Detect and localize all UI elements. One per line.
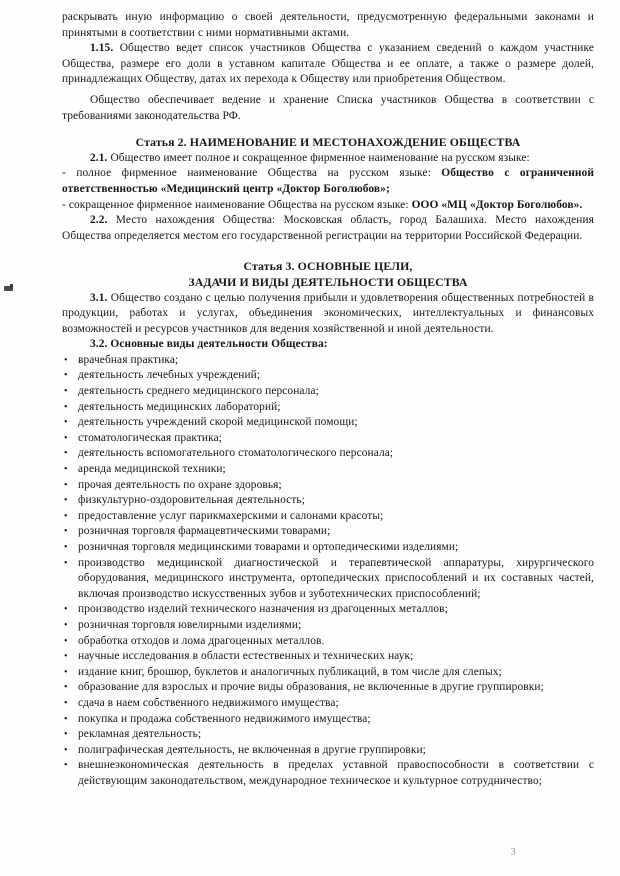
activity-item: • производство медицинской диагностической и терапевтической аппаратуры, хирургического оборудования, медицинского инструмента, ортопедических приспособлений и их составных частей, включая производство искусственных зубов и зуботехнических приспособлений; [62, 556, 594, 603]
activities-list [62, 353, 594, 790]
clause-2-1 [62, 151, 594, 167]
activity-item: • деятельность учреждений скорой медицинской помощи; [62, 415, 594, 431]
activity-item: • розничная торговля медицинскими товарами и ортопедическими изделиями; [62, 540, 594, 556]
activity-item: • розничная торговля фармацевтическими товарами; [62, 524, 594, 540]
clause-3-1-text: Общество создано с целью получения прибыли и удовлетворения общественных потребностей в продукции, работах и услугах, объединения экономических, интеллектуальных и финансовых возможностей и ресурсов участников для ведения хозяйственной и иной деятельности. [62, 291, 594, 335]
article-3-heading-line-1: Статья 3. ОСНОВНЫЕ ЦЕЛИ, [243, 259, 413, 274]
activity-item: • полиграфическая деятельность, не включенная в другие группировки; [62, 743, 594, 759]
clause-2-1-text: Общество имеет полное и сокращенное фирменное наименование на русском языке: [107, 151, 530, 164]
clause-3-1 [62, 291, 594, 338]
activity-item: • покупка и продажа собственного недвижимого имущества; [62, 712, 594, 728]
clause-2-2 [62, 213, 594, 244]
intro-paragraph: раскрывать иную информацию о своей деятельности, предусмотренную федеральными законами и принятыми в соответствии с ними нормативными актами. [62, 11, 594, 39]
clause-3-2-heading-text: 3.2. Основные виды деятельности Общества: [90, 338, 328, 351]
clause-1-15-body: Общество ведет список участников Общества с указанием сведений о каждом участнике Общества, размере его доли в уставном капитале Общества и ее оплате, а также о размере долей, принадлежащих Обществу, датах их перехода к Обществу или приобретения Обществом. [62, 42, 594, 86]
activity-item: • аренда медицинской техники; [62, 462, 594, 478]
article-2-heading: Статья 2. НАИМЕНОВАНИЕ И МЕСТОНАХОЖДЕНИЕ ОБЩЕСТВА [135, 135, 521, 150]
clause-3-1-number: 3.1. [90, 291, 108, 304]
activity-item: • деятельность вспомогательного стоматологического персонала; [62, 446, 594, 462]
full-name-value: Общество с ограниченной ответственностью «Медицинский центр «Доктор Боголюбов»; [62, 167, 594, 195]
page-number: 3 [510, 847, 516, 858]
article-3-heading-line-2: ЗАДАЧИ И ВИДЫ ДЕЯТЕЛЬНОСТИ ОБЩЕСТВА [188, 274, 468, 289]
full-company-name-line [62, 166, 594, 197]
clause-2-2-number: 2.2. [90, 214, 108, 227]
activity-item: • деятельность лечебных учреждений; [62, 368, 594, 384]
activity-item: • сдача в наем собственного недвижимого имущества; [62, 696, 594, 712]
activity-item: • производство изделий технического назначения из драгоценных металлов; [62, 602, 594, 618]
activity-item: • врачебная практика; [62, 353, 594, 369]
activity-item: • обработка отходов и лома драгоценных металлов. [62, 634, 594, 650]
activity-item: • предоставление услуг парикмахерскими и салонами красоты; [62, 509, 594, 525]
paragraph-list-keeping: Общество обеспечивает ведение и хранение Списка участников Общества в соответствии с требованиями законодательства РФ. [62, 93, 594, 122]
clause-3-2-heading [62, 337, 594, 353]
activity-item: • розничная торговля ювелирными изделиями; [62, 618, 594, 634]
clause-1-15-number: 1.15. [90, 42, 114, 55]
short-company-name-line [62, 198, 594, 214]
scan-artifact [4, 286, 13, 291]
short-name-prefix: - сокращенное фирменное наименование Общества на русском языке: [62, 198, 412, 211]
activity-item: • внешнеэкономическая деятельность в пределах уставной правоспособности в соответствии с действующим законодательством, международное техническое и культурное сотрудничество; [62, 758, 594, 789]
short-name-value: ООО «МЦ «Доктор Боголюбов». [411, 198, 583, 211]
activity-item: • стоматологическая практика; [62, 431, 594, 447]
clause-2-1-number: 2.1. [90, 151, 108, 164]
activity-item: • научные исследования в области естественных и технических наук; [62, 649, 594, 665]
activity-item: • образование для взрослых и прочие виды образования, не включенные в другие группировки; [62, 680, 594, 696]
activity-item: • рекламная деятельность; [62, 727, 594, 743]
activity-item: • физкультурно-оздоровительная деятельность; [62, 493, 594, 509]
clause-1-15 [62, 41, 594, 88]
activity-item: • деятельность среднего медицинского персонала; [62, 384, 594, 400]
activity-item: • прочая деятельность по охране здоровья; [62, 478, 594, 494]
activity-item: • издание книг, брошюр, буклетов и аналогичных публикаций, в том числе для слепых; [62, 665, 594, 681]
activity-item: • деятельность медицинских лабораторий; [62, 400, 594, 416]
clause-2-2-text: Место нахождения Общества: Московская область, город Балашиха. Место нахождения Общества определяется местом его государственной регистрации на территории Российской Федерации. [62, 214, 594, 242]
full-name-prefix: - полное фирменное наименование Общества на русском языке: [62, 167, 442, 180]
